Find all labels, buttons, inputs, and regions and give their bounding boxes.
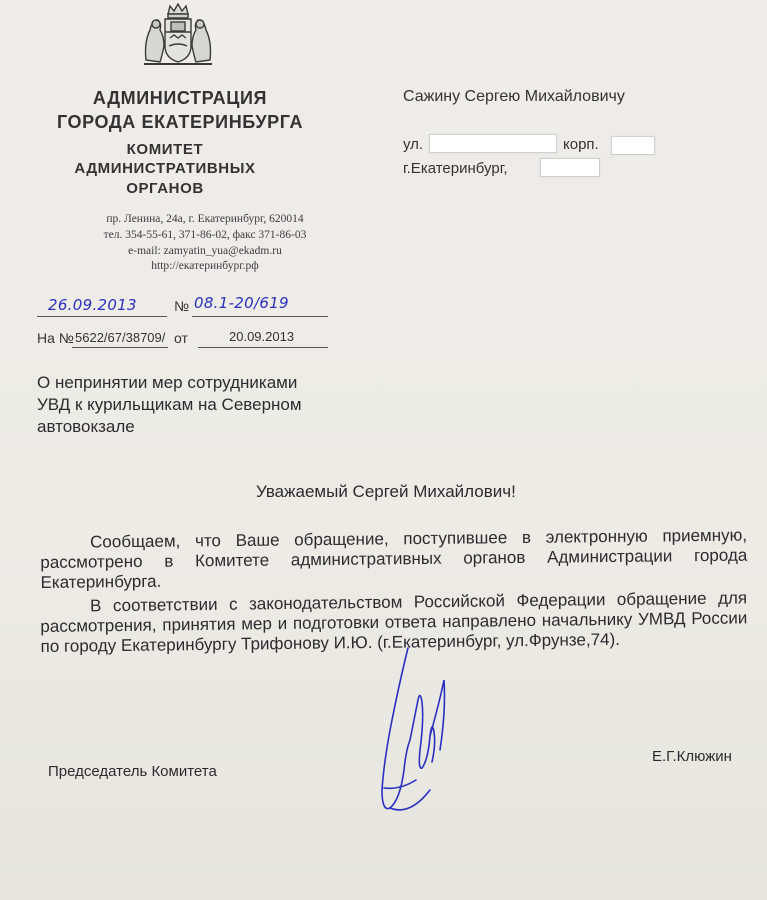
org-website: http://екатеринбург.рф	[151, 260, 259, 272]
street-label: ул.	[403, 136, 424, 153]
signature-icon	[370, 640, 460, 820]
number-underline	[192, 316, 328, 317]
signatory-position: Председатель Комитета	[48, 763, 217, 780]
committee-line1: КОМИТЕТ	[126, 141, 204, 158]
org-email: e-mail: zamyatin_yua@ekadm.ru	[128, 245, 282, 257]
subject-line3: автовокзале	[37, 417, 135, 436]
ref-number: 5622/67/38709/	[75, 330, 166, 345]
org-address: пр. Ленина, 24а, г. Екатеринбург, 620014	[106, 213, 304, 225]
committee-line3: ОРГАНОВ	[126, 180, 204, 197]
coat-of-arms-icon	[138, 2, 218, 70]
outgoing-number: 08.1-20/619	[194, 294, 289, 312]
number-sign: №	[174, 298, 190, 314]
committee-line2: АДМИНИСТРАТИВНЫХ	[74, 160, 256, 177]
greeting: Уважаемый Сергей Михайлович!	[256, 482, 516, 501]
body-paragraph-2: В соответствии с законодательством Российской Федерации обращение для рассмотрения, принятия мер и подготовки ответа направлено начальнику УМВД России по городу Екатеринбургу Трифонову И.Ю. (г.Екатеринбург, ул.Фрунзе,74).	[40, 588, 748, 656]
addressee-city: г.Екатеринбург,	[403, 160, 508, 177]
ref-label: На №	[37, 330, 74, 346]
addressee-name: Сажину Сергею Михайловичу	[403, 88, 625, 105]
outgoing-date: 26.09.2013	[48, 296, 137, 314]
redacted-apartment	[540, 158, 600, 177]
letter-subject	[37, 372, 302, 438]
org-name-line2: ГОРОДА ЕКАТЕРИНБУРГА	[56, 112, 304, 132]
subject-line1: О непринятии мер сотрудниками	[37, 373, 298, 392]
ref-from-label: от	[174, 330, 188, 346]
org-name-line1: АДМИНИСТРАЦИЯ	[92, 88, 268, 108]
ref-date-underline	[198, 347, 328, 348]
subject-line2: УВД к курильщикам на Северном	[37, 395, 302, 414]
date-underline	[37, 316, 167, 317]
redacted-street	[429, 134, 557, 153]
body-paragraph-1: Сообщаем, что Ваше обращение, поступившее в электронную приемную, рассмотрено в Комитете административных органов Администрации города Екатеринбурга.	[40, 525, 748, 592]
building-label: корп.	[563, 136, 599, 153]
org-phones: тел. 354-55-61, 371-86-02, факс 371-86-03	[103, 229, 307, 241]
signatory-name: Е.Г.Клюжин	[652, 748, 732, 765]
redacted-building	[611, 136, 655, 155]
ref-date: 20.09.2013	[229, 329, 295, 344]
ref-number-underline	[72, 347, 168, 348]
